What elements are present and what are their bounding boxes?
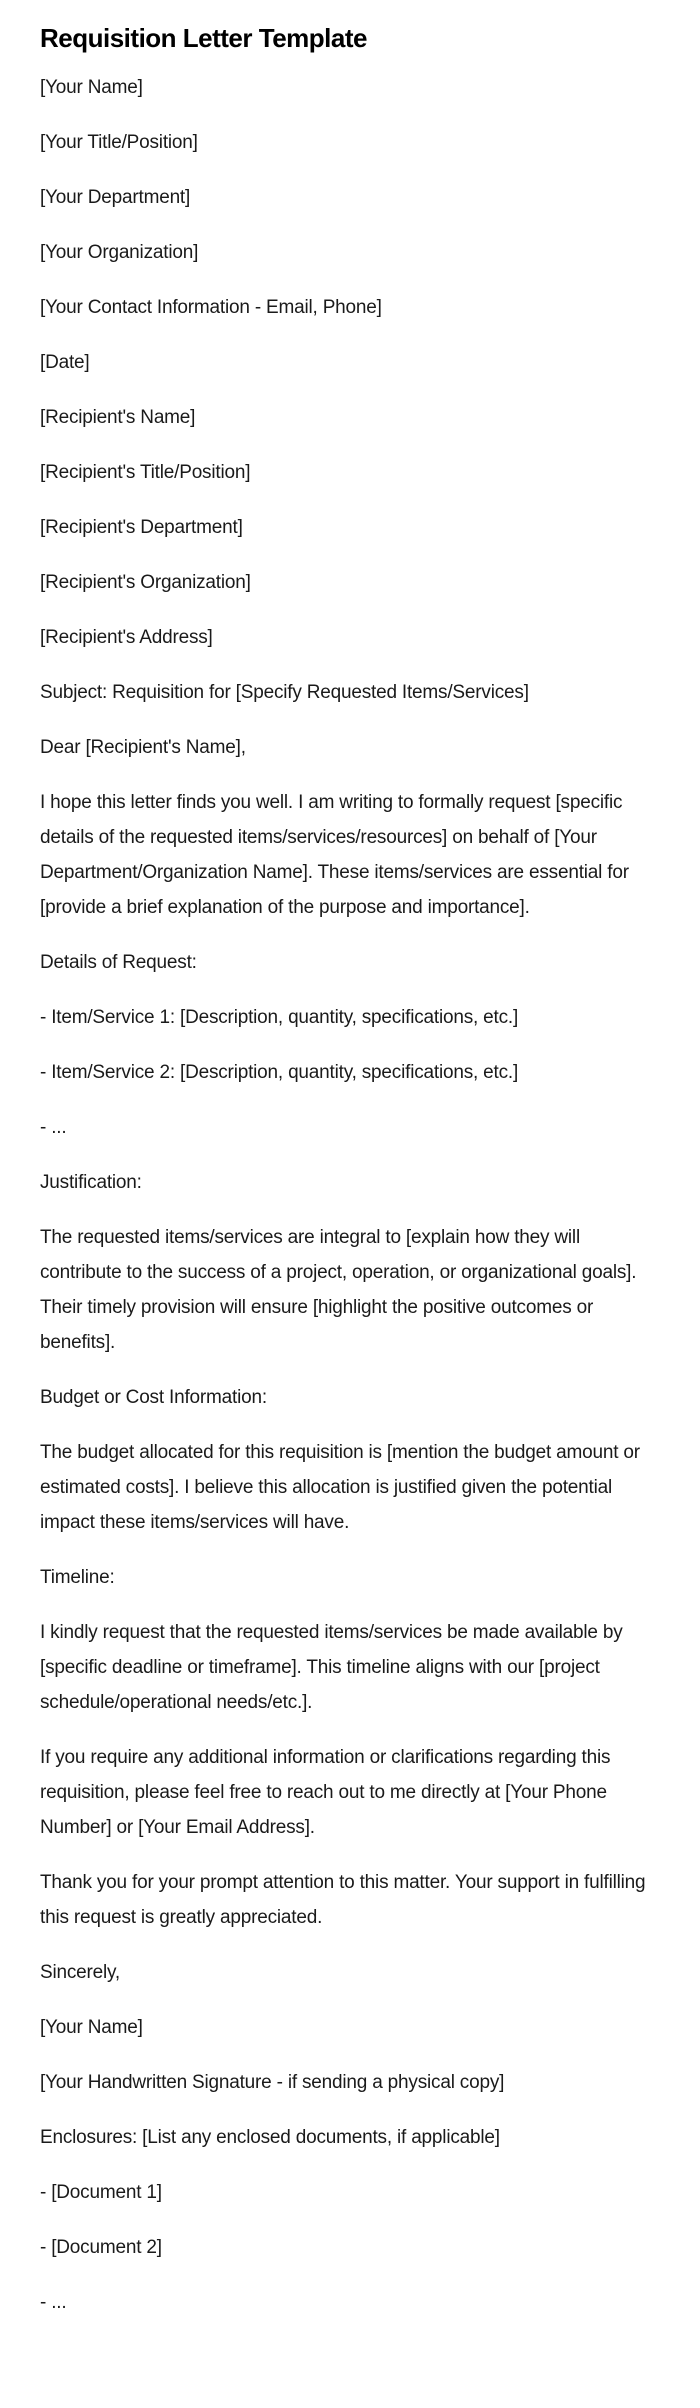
letter-paragraph: [Your Title/Position] — [40, 132, 198, 153]
letter-body — [40, 70, 665, 2320]
letter-paragraph: [Your Handwritten Signature - if sending a physical copy] — [40, 2072, 505, 2093]
letter-paragraph: Details of Request: — [40, 952, 197, 973]
letter-paragraph: - Item/Service 1: [Description, quantity, specifications, etc.] — [40, 1007, 519, 1028]
letter-paragraph: Justification: — [40, 1172, 142, 1193]
letter-paragraph: [Recipient's Address] — [40, 627, 213, 648]
letter-paragraph: [Your Name] — [40, 2017, 143, 2038]
letter-paragraph: - Item/Service 2: [Description, quantity, specifications, etc.] — [40, 1062, 519, 1083]
letter-paragraph: [Recipient's Name] — [40, 407, 196, 428]
letter-paragraph: Enclosures: [List any enclosed documents, if applicable] — [40, 2127, 500, 2148]
letter-paragraph: The requested items/services are integral to [explain how they will contribute to the success of a project, operation, or organizational goals]. Their timely provision will ensure [highlight the positive outcomes or benefits]. — [40, 1227, 637, 1353]
letter-paragraph: [Your Contact Information - Email, Phone] — [40, 297, 382, 318]
letter-paragraph: Thank you for your prompt attention to this matter. Your support in fulfilling this request is greatly appreciated. — [40, 1872, 646, 1928]
letter-paragraph: I kindly request that the requested items/services be made available by [specific deadline or timeframe]. This timeline aligns with our [project schedule/operational needs/etc.]. — [40, 1622, 623, 1713]
letter-paragraph: [Date] — [40, 352, 90, 373]
letter-paragraph: Subject: Requisition for [Specify Requested Items/Services] — [40, 682, 529, 703]
letter-paragraph: [Your Organization] — [40, 242, 199, 263]
letter-paragraph: I hope this letter finds you well. I am writing to formally request [specific details of the requested items/services/resources] on behalf of [Your Department/Organization Name]. These items/services are essential for [provide a brief explanation of the purpose and importance]. — [40, 792, 629, 918]
letter-paragraph: [Recipient's Department] — [40, 517, 243, 538]
letter-paragraph: [Recipient's Organization] — [40, 572, 251, 593]
letter-paragraph: - [Document 1] — [40, 2182, 162, 2203]
letter-paragraph: [Recipient's Title/Position] — [40, 462, 251, 483]
letter-paragraph: Timeline: — [40, 1567, 115, 1588]
letter-paragraph: Dear [Recipient's Name], — [40, 737, 246, 758]
letter-paragraph: If you require any additional information or clarifications regarding this requisition, please feel free to reach out to me directly at [Your Phone Number] or [Your Email Address]. — [40, 1747, 611, 1838]
letter-paragraph: [Your Department] — [40, 187, 191, 208]
document-title: Requisition Letter Template — [40, 23, 367, 53]
letter-paragraph: - [Document 2] — [40, 2237, 162, 2258]
letter-paragraph: - ... — [40, 1117, 67, 1138]
letter-paragraph: The budget allocated for this requisition is [mention the budget amount or estimated costs]. I believe this allocation is justified given the potential impact these items/services will have. — [40, 1442, 640, 1533]
letter-paragraph: Budget or Cost Information: — [40, 1387, 267, 1408]
letter-paragraph: Sincerely, — [40, 1962, 121, 1983]
letter-paragraph: [Your Name] — [40, 77, 143, 98]
letter-paragraph: - ... — [40, 2292, 67, 2313]
